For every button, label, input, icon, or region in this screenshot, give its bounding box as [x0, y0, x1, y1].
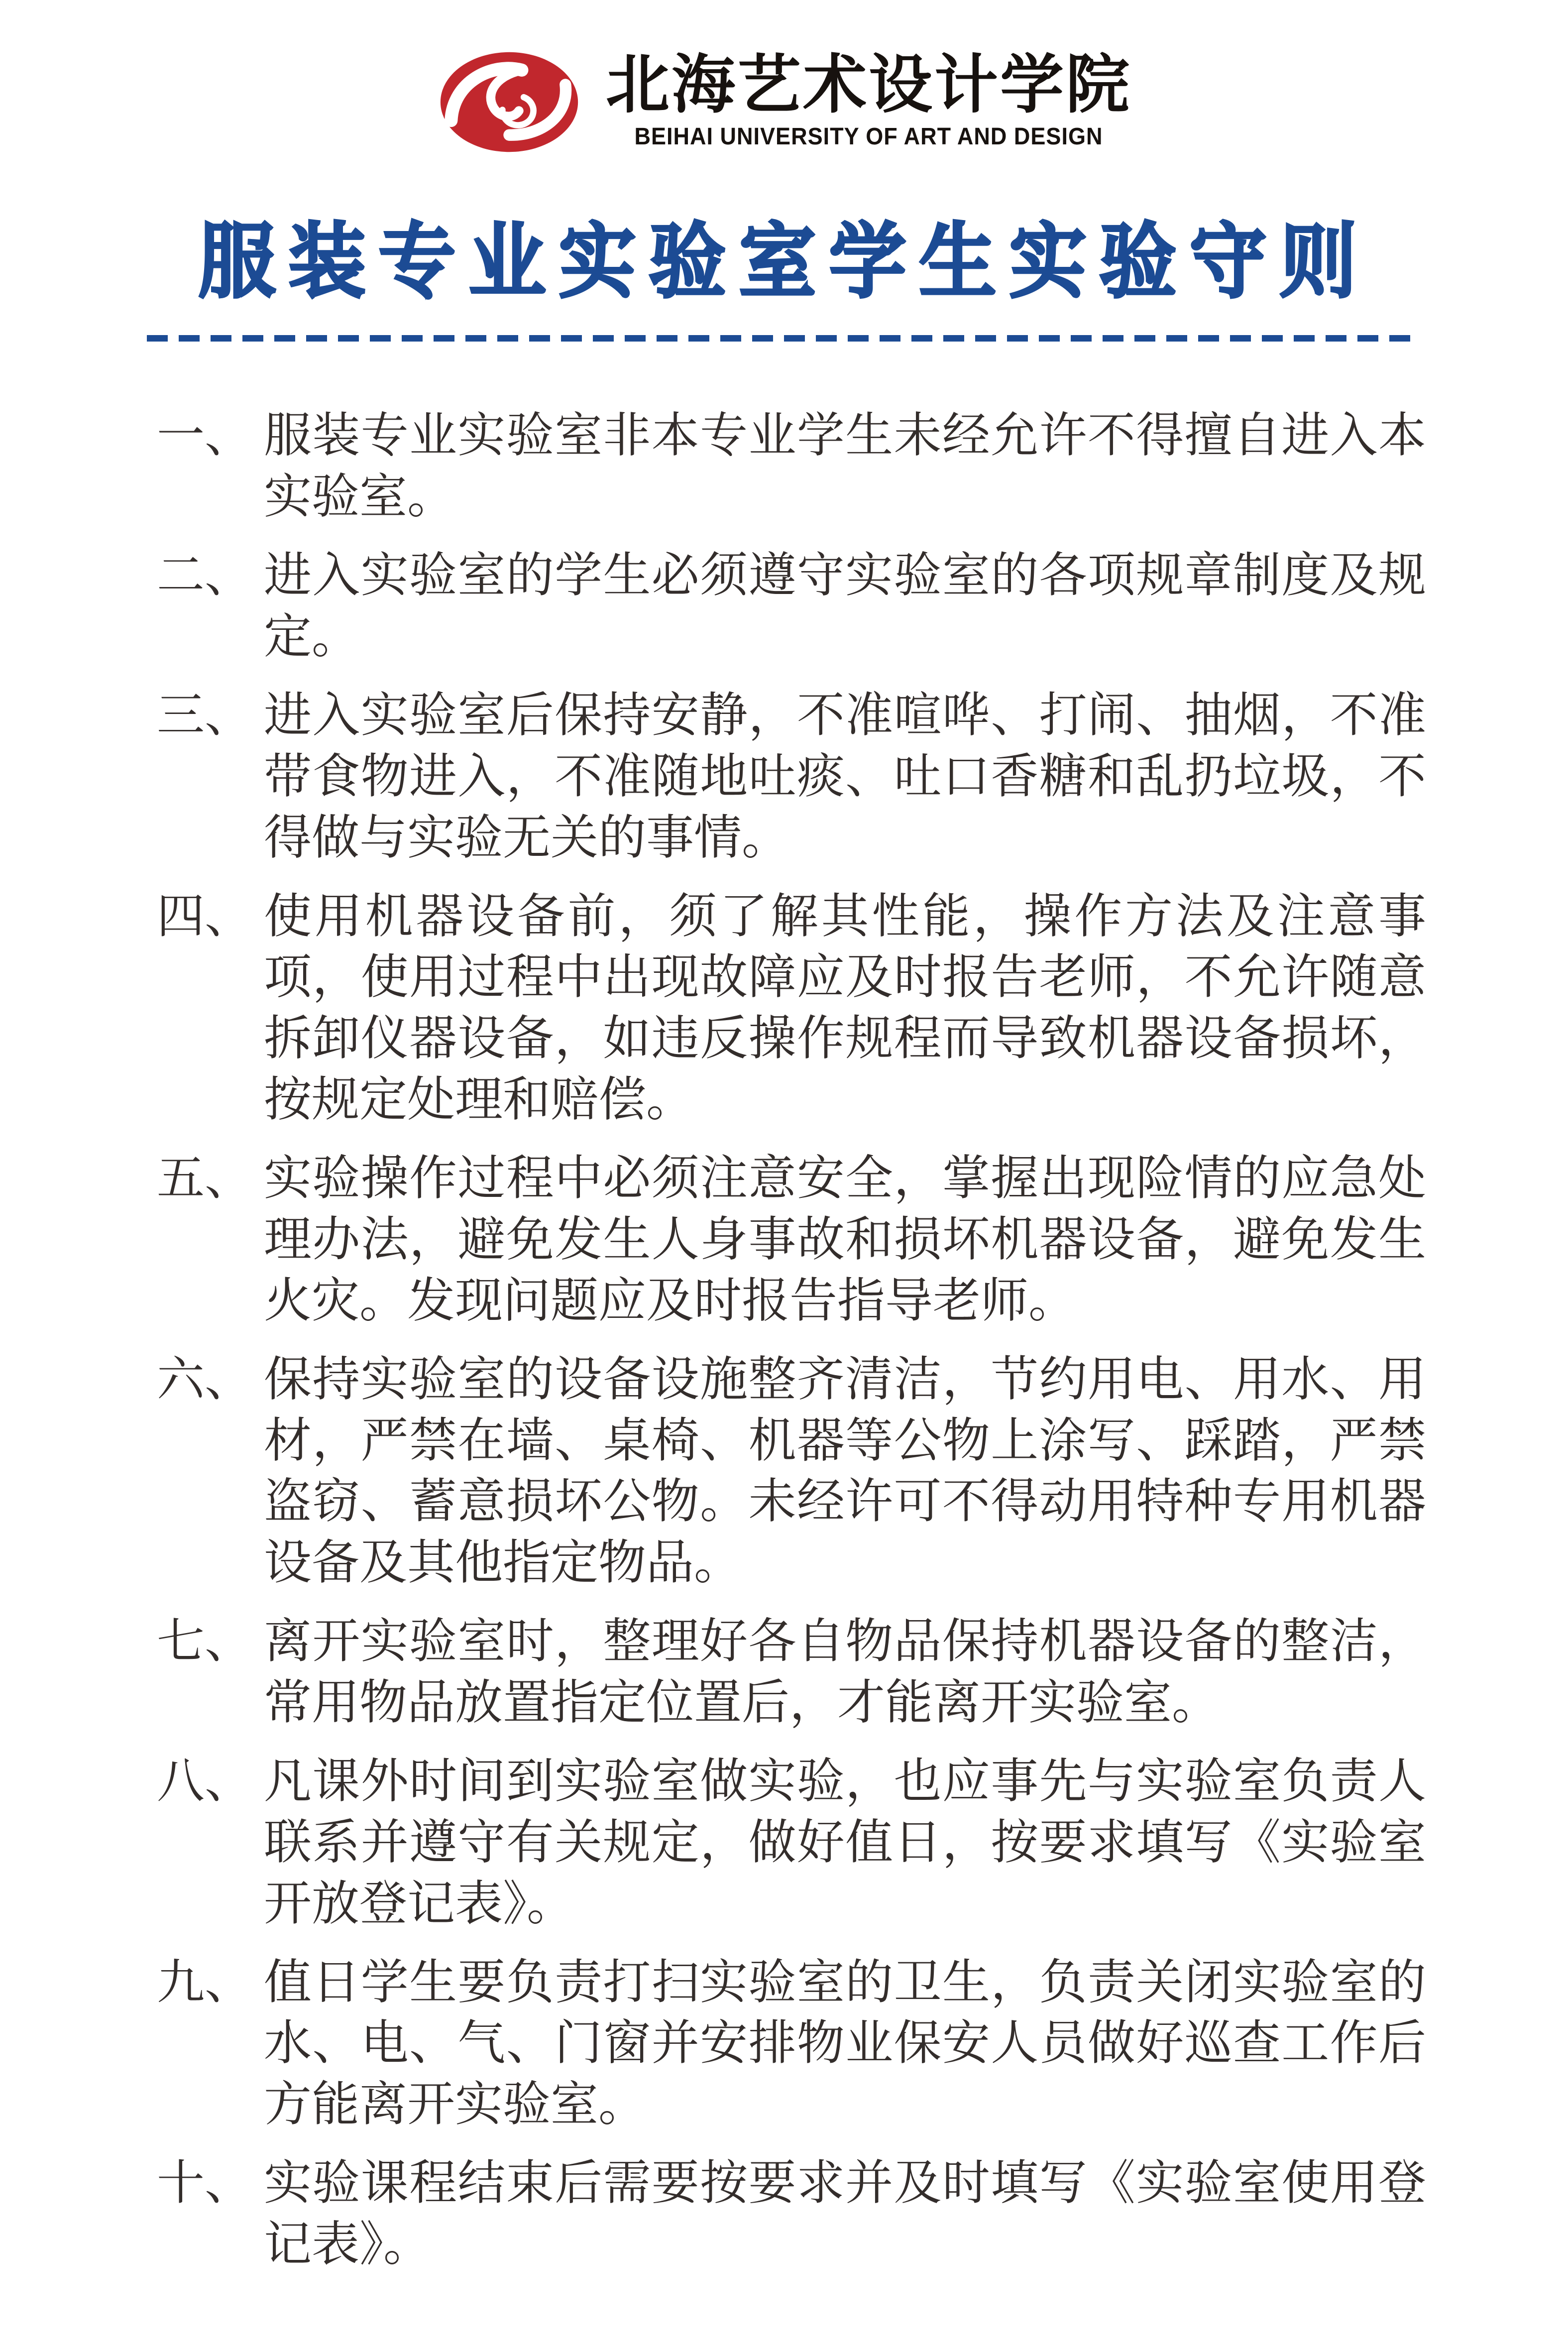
- rules-list: [157, 405, 1426, 2275]
- rule-number: 四、: [157, 889, 252, 943]
- university-name-english: BEIHAI UNIVERSITY OF ART AND DESIGN: [634, 122, 1103, 150]
- rule-text: 凡课外时间到实验室做实验，也应事先与实验室负责人联系并遵守有关规定，做好值日，按要求填写《实验室开放登记表》。: [264, 1754, 1426, 1930]
- page-title: 服装专业实验室学生实验守则: [198, 216, 1370, 308]
- rule-number: 九、: [157, 1955, 252, 2009]
- rule-text: 使用机器设备前，须了解其性能，操作方法及注意事项，使用过程中出现故障应及时报告老师，不允许随意拆卸仪器设备，如违反操作规程而导致机器设备损坏，按规定处理和赔偿。: [264, 889, 1426, 1127]
- university-brand: [606, 49, 1131, 149]
- rule-number: 一、: [157, 409, 252, 463]
- rule-number: 五、: [157, 1152, 252, 1205]
- rule-text: 实验课程结束后需要按要求并及时填写《实验室使用登记表》。: [264, 2156, 1426, 2271]
- rule-item-7: [157, 1611, 1426, 1734]
- rule-item-9: [157, 1952, 1426, 2136]
- rule-item-5: [157, 1148, 1426, 1332]
- rule-number: 十、: [157, 2156, 252, 2210]
- rule-item-6: [157, 1349, 1426, 1594]
- university-header: [0, 0, 1568, 155]
- rule-text: 服装专业实验室非本专业学生未经允许不得擅自进入本实验室。: [264, 409, 1426, 524]
- rule-item-1: [157, 405, 1426, 528]
- university-logo-icon: [437, 49, 582, 155]
- rule-item-8: [157, 1751, 1426, 1935]
- rule-text: 进入实验室后保持安静，不准喧哗、打闹、抽烟，不准带食物进入，不准随地吐痰、吐口香糖和乱扔垃圾，不得做与实验无关的事情。: [264, 688, 1426, 864]
- rule-text: 实验操作过程中必须注意安全，掌握出现险情的应急处理办法，避免发生人身事故和损坏机器设备，避免发生火灾。发现问题应及时报告指导老师。: [264, 1152, 1426, 1327]
- rule-item-3: [157, 685, 1426, 869]
- rule-text: 离开实验室时，整理好各自物品保持机器设备的整洁，常用物品放置指定位置后，才能离开实验室。: [264, 1615, 1426, 1730]
- rule-text: 值日学生要负责打扫实验室的卫生，负责关闭实验室的水、电、气、门窗并安排物业保安人员做好巡查工作后方能离开实验室。: [264, 1955, 1426, 2131]
- rule-number: 三、: [157, 688, 252, 742]
- rule-number: 二、: [157, 549, 252, 602]
- rule-item-4: [157, 886, 1426, 1131]
- rule-text: 保持实验室的设备设施整齐清洁，节约用电、用水、用材，严禁在墙、桌椅、机器等公物上涂写、踩踏，严禁盗窃、蓄意损坏公物。未经许可不得动用特种专用机器设备及其他指定物品。: [264, 1352, 1426, 1590]
- rule-item-2: [157, 545, 1426, 668]
- rule-number: 八、: [157, 1754, 252, 1808]
- rule-number: 六、: [157, 1352, 252, 1406]
- university-name-calligraphy: 北海艺术设计学院: [605, 50, 1131, 120]
- rule-number: 七、: [157, 1615, 252, 1668]
- rule-item-10: [157, 2153, 1426, 2275]
- rule-text: 进入实验室的学生必须遵守实验室的各项规章制度及规定。: [264, 549, 1426, 664]
- dashed-divider: [147, 335, 1421, 342]
